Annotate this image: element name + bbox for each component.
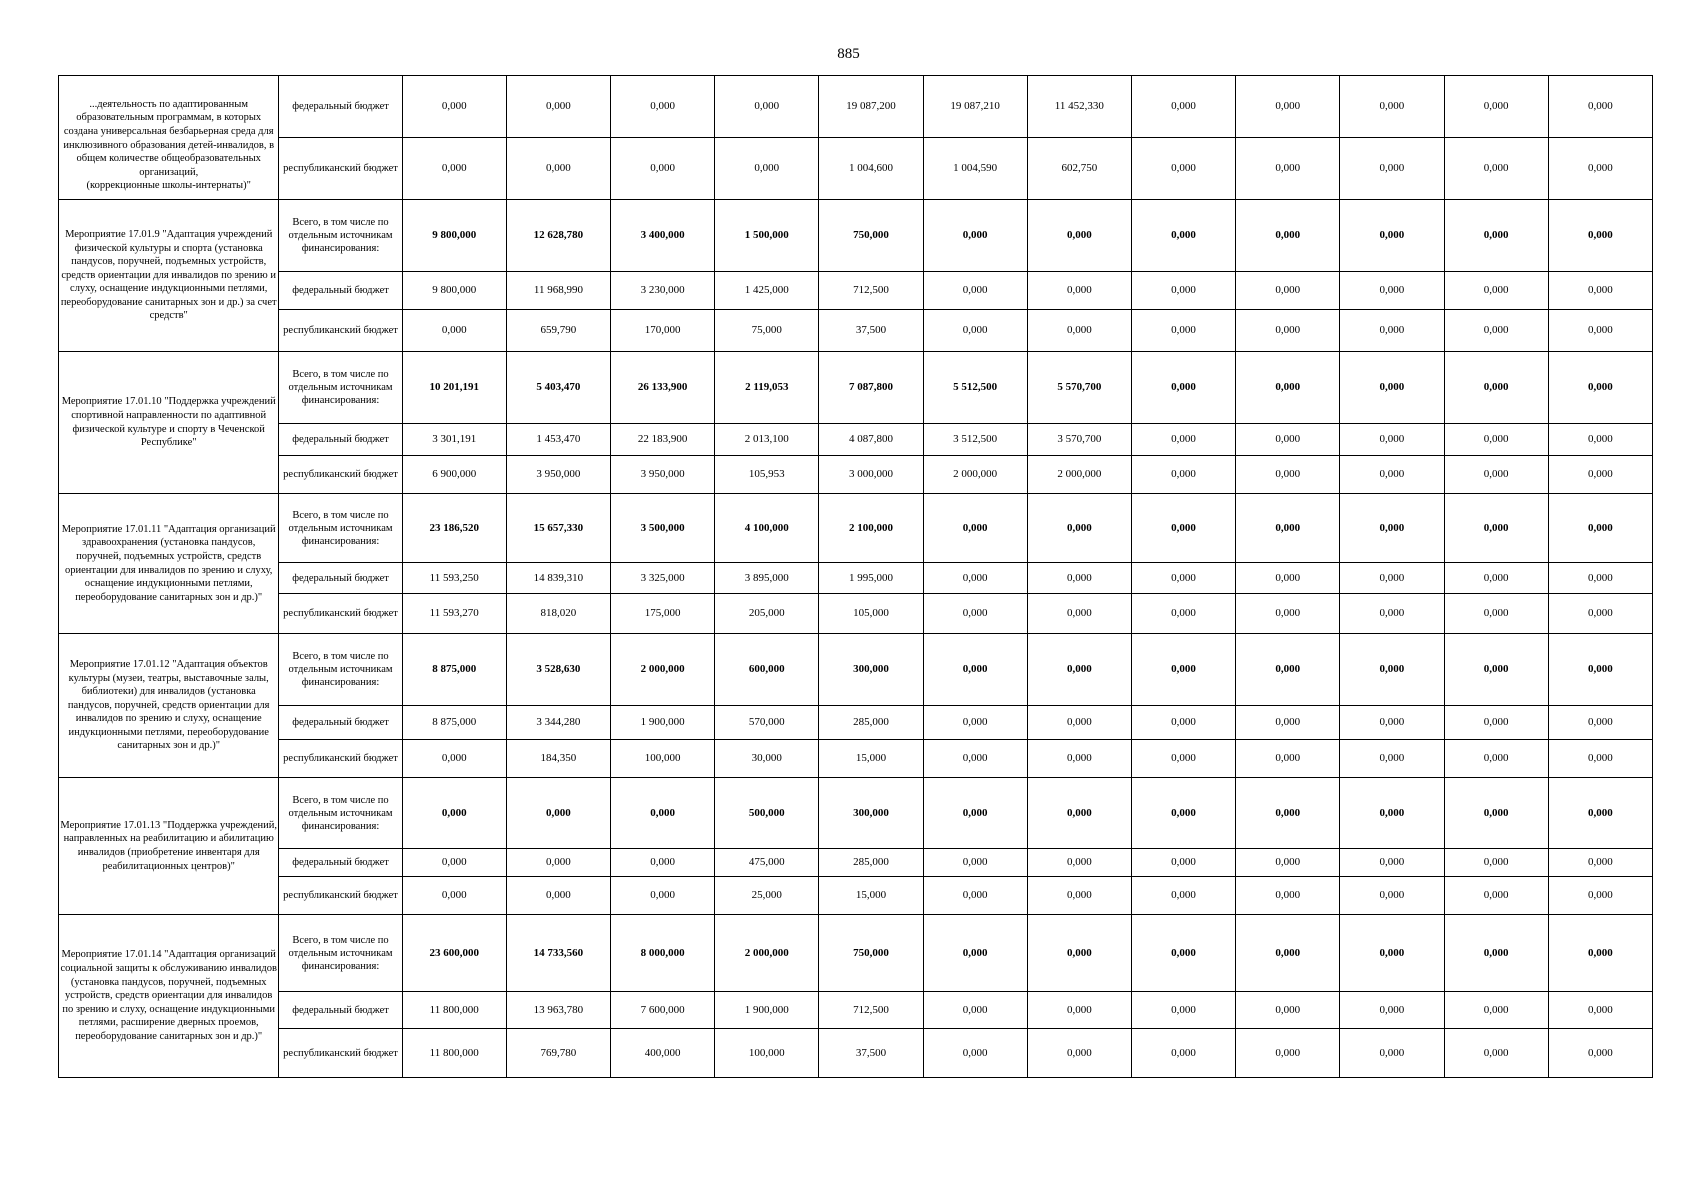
amount-cell: 3 950,000 [611,456,715,494]
total-row [59,915,1653,992]
amount-cell: 2 100,000 [819,494,923,563]
amount-cell: 0,000 [1236,352,1340,424]
funding-source: Всего, в том числе по отдельным источникам финансирования: [279,915,402,992]
amount-cell: 5 512,500 [923,352,1027,424]
source-row [59,272,1653,310]
amount-cell: 0,000 [1444,563,1548,594]
funding-source: республиканский бюджет [279,877,402,915]
amount-cell: 0,000 [1340,352,1444,424]
funding-source: федеральный бюджет [279,563,402,594]
amount-cell: 0,000 [1340,424,1444,456]
amount-cell: 0,000 [1131,1029,1235,1078]
amount-cell: 0,000 [1444,424,1548,456]
amount-cell: 0,000 [1131,272,1235,310]
amount-cell: 0,000 [1444,706,1548,740]
amount-cell: 285,000 [819,706,923,740]
amount-cell: 0,000 [1548,849,1652,877]
source-row [59,1029,1653,1078]
amount-cell: 0,000 [1444,200,1548,272]
amount-cell: 105,953 [715,456,819,494]
amount-cell: 3 895,000 [715,563,819,594]
amount-cell: 3 512,500 [923,424,1027,456]
amount-cell: 0,000 [1131,200,1235,272]
amount-cell: 0,000 [1027,849,1131,877]
amount-cell: 0,000 [1236,594,1340,634]
amount-cell: 23 600,000 [402,915,506,992]
amount-cell: 11 593,250 [402,563,506,594]
amount-cell: 475,000 [715,849,819,877]
funding-source: республиканский бюджет [279,310,402,352]
amount-cell: 0,000 [1131,849,1235,877]
amount-cell: 0,000 [611,849,715,877]
amount-cell: 0,000 [1340,272,1444,310]
amount-cell: 0,000 [1548,740,1652,778]
source-row [59,310,1653,352]
amount-cell: 0,000 [1340,877,1444,915]
page-number: 885 [837,46,860,62]
amount-cell: 0,000 [923,563,1027,594]
amount-cell: 570,000 [715,706,819,740]
amount-cell: 0,000 [506,76,610,138]
amount-cell: 0,000 [1444,915,1548,992]
funding-source: республиканский бюджет [279,1029,402,1078]
amount-cell: 750,000 [819,915,923,992]
amount-cell: 0,000 [611,877,715,915]
amount-cell: 0,000 [1027,494,1131,563]
source-row [59,877,1653,915]
amount-cell: 3 400,000 [611,200,715,272]
amount-cell: 14 839,310 [506,563,610,594]
amount-cell: 11 968,990 [506,272,610,310]
amount-cell: 0,000 [1444,352,1548,424]
measure-title: Мероприятие 17.01.14 "Адаптация организаций социальной защиты к обслуживанию инвалидов (установка пандусов, поручней, подъемных устройств, средств ориентации для инвалидов по зрению и слуху, оснащение индукционными петлями, расширение дверных проемов, переоборудование санитарных зон и др.)" [59,915,279,1078]
amount-cell: 602,750 [1027,138,1131,200]
amount-cell: 0,000 [715,76,819,138]
amount-cell: 8 000,000 [611,915,715,992]
amount-cell: 0,000 [1131,915,1235,992]
amount-cell: 2 013,100 [715,424,819,456]
funding-source: федеральный бюджет [279,849,402,877]
amount-cell: 0,000 [1548,456,1652,494]
amount-cell: 0,000 [1236,200,1340,272]
amount-cell: 0,000 [1548,563,1652,594]
amount-cell: 0,000 [1548,1029,1652,1078]
amount-cell: 0,000 [1131,706,1235,740]
measure-title: Мероприятие 17.01.11 "Адаптация организаций здравоохранения (установка пандусов, поручней, подъемных устройств, средств ориентации для инвалидов по зрению и слуху, оснащение индукционными петлями, переоборудование санитарных зон и др.)" [59,494,279,634]
amount-cell: 0,000 [1027,915,1131,992]
amount-cell: 0,000 [1340,76,1444,138]
amount-cell: 0,000 [506,877,610,915]
amount-cell: 23 186,520 [402,494,506,563]
amount-cell: 2 000,000 [923,456,1027,494]
table-body [59,76,1653,1078]
amount-cell: 10 201,191 [402,352,506,424]
amount-cell: 8 875,000 [402,706,506,740]
amount-cell: 300,000 [819,778,923,849]
amount-cell: 205,000 [715,594,819,634]
amount-cell: 600,000 [715,634,819,706]
funding-source: федеральный бюджет [279,992,402,1029]
amount-cell: 0,000 [1548,915,1652,992]
amount-cell: 7 087,800 [819,352,923,424]
amount-cell: 0,000 [923,849,1027,877]
amount-cell: 3 570,700 [1027,424,1131,456]
amount-cell: 100,000 [715,1029,819,1078]
amount-cell: 0,000 [1340,456,1444,494]
amount-cell: 22 183,900 [611,424,715,456]
amount-cell: 105,000 [819,594,923,634]
funding-source: Всего, в том числе по отдельным источникам финансирования: [279,778,402,849]
amount-cell: 0,000 [1131,424,1235,456]
measure-title: Мероприятие 17.01.10 "Поддержка учреждений спортивной направленности по адаптивной физической культуре и спорту в Чеченской Республике" [59,352,279,494]
amount-cell: 7 600,000 [611,992,715,1029]
total-row [59,352,1653,424]
amount-cell: 285,000 [819,849,923,877]
amount-cell: 8 875,000 [402,634,506,706]
amount-cell: 0,000 [1548,992,1652,1029]
amount-cell: 19 087,200 [819,76,923,138]
amount-cell: 0,000 [1444,1029,1548,1078]
amount-cell: 0,000 [923,877,1027,915]
amount-cell: 0,000 [923,740,1027,778]
source-row [59,76,1653,138]
amount-cell: 26 133,900 [611,352,715,424]
amount-cell: 2 000,000 [715,915,819,992]
amount-cell: 75,000 [715,310,819,352]
amount-cell: 12 628,780 [506,200,610,272]
amount-cell: 0,000 [1548,272,1652,310]
amount-cell: 11 593,270 [402,594,506,634]
amount-cell: 0,000 [1340,200,1444,272]
amount-cell: 3 301,191 [402,424,506,456]
measure-title: ...деятельность по адаптированным образовательным программам, в которых создана универсальная безбарьерная среда для инклюзивного образования детей-инвалидов, в общем количестве общеобразовательных организаций, (коррекционные школы-интернаты)" [59,76,279,200]
amount-cell: 3 344,280 [506,706,610,740]
amount-cell: 30,000 [715,740,819,778]
amount-cell: 0,000 [1027,563,1131,594]
amount-cell: 25,000 [715,877,819,915]
amount-cell: 0,000 [1548,76,1652,138]
amount-cell: 4 087,800 [819,424,923,456]
amount-cell: 0,000 [611,778,715,849]
source-row [59,563,1653,594]
amount-cell: 0,000 [1131,563,1235,594]
amount-cell: 0,000 [923,706,1027,740]
amount-cell: 0,000 [1236,424,1340,456]
amount-cell: 0,000 [715,138,819,200]
amount-cell: 15 657,330 [506,494,610,563]
funding-table [58,75,1653,1078]
funding-source: Всего, в том числе по отдельным источникам финансирования: [279,200,402,272]
amount-cell: 0,000 [1548,200,1652,272]
amount-cell: 184,350 [506,740,610,778]
amount-cell: 0,000 [1236,138,1340,200]
amount-cell: 15,000 [819,740,923,778]
amount-cell: 0,000 [1236,915,1340,992]
amount-cell: 1 995,000 [819,563,923,594]
amount-cell: 0,000 [402,778,506,849]
source-row [59,456,1653,494]
amount-cell: 0,000 [1236,456,1340,494]
amount-cell: 0,000 [1444,877,1548,915]
amount-cell: 750,000 [819,200,923,272]
amount-cell: 0,000 [1444,310,1548,352]
amount-cell: 0,000 [402,310,506,352]
funding-source: республиканский бюджет [279,594,402,634]
amount-cell: 0,000 [402,138,506,200]
amount-cell: 0,000 [402,76,506,138]
amount-cell: 0,000 [506,778,610,849]
measure-title: Мероприятие 17.01.9 "Адаптация учреждений физической культуры и спорта (установка пандусов, поручней, подъемных устройств, средств ориентации для инвалидов по зрению и слуху, оснащение индукционными петлями, переоборудование санитарных зон и др.) за счет средств" [59,200,279,352]
amount-cell: 6 900,000 [402,456,506,494]
amount-cell: 0,000 [923,778,1027,849]
amount-cell: 0,000 [1444,849,1548,877]
amount-cell: 1 004,600 [819,138,923,200]
amount-cell: 11 452,330 [1027,76,1131,138]
amount-cell: 0,000 [1236,706,1340,740]
source-row [59,849,1653,877]
amount-cell: 0,000 [1027,1029,1131,1078]
amount-cell: 3 325,000 [611,563,715,594]
amount-cell: 0,000 [1027,594,1131,634]
amount-cell: 712,500 [819,992,923,1029]
amount-cell: 659,790 [506,310,610,352]
amount-cell: 0,000 [1444,778,1548,849]
amount-cell: 0,000 [1236,310,1340,352]
total-row [59,200,1653,272]
amount-cell: 0,000 [1340,494,1444,563]
amount-cell: 0,000 [1131,778,1235,849]
total-row [59,494,1653,563]
amount-cell: 0,000 [1548,594,1652,634]
amount-cell: 2 000,000 [1027,456,1131,494]
amount-cell: 0,000 [1548,706,1652,740]
amount-cell: 0,000 [402,877,506,915]
amount-cell: 0,000 [1131,594,1235,634]
amount-cell: 0,000 [1027,778,1131,849]
funding-source: республиканский бюджет [279,138,402,200]
amount-cell: 0,000 [1027,634,1131,706]
amount-cell: 0,000 [1236,272,1340,310]
amount-cell: 0,000 [923,494,1027,563]
amount-cell: 0,000 [1444,456,1548,494]
total-row [59,778,1653,849]
amount-cell: 5 570,700 [1027,352,1131,424]
amount-cell: 0,000 [1340,563,1444,594]
amount-cell: 0,000 [1236,634,1340,706]
amount-cell: 1 500,000 [715,200,819,272]
source-row [59,424,1653,456]
funding-source: федеральный бюджет [279,424,402,456]
amount-cell: 37,500 [819,1029,923,1078]
amount-cell: 0,000 [1131,310,1235,352]
amount-cell: 0,000 [1444,272,1548,310]
amount-cell: 0,000 [923,634,1027,706]
source-row [59,992,1653,1029]
amount-cell: 0,000 [1340,849,1444,877]
amount-cell: 0,000 [1548,494,1652,563]
amount-cell: 300,000 [819,634,923,706]
amount-cell: 1 453,470 [506,424,610,456]
amount-cell: 0,000 [1444,740,1548,778]
amount-cell: 175,000 [611,594,715,634]
source-row [59,594,1653,634]
funding-source: федеральный бюджет [279,76,402,138]
amount-cell: 2 000,000 [611,634,715,706]
amount-cell: 9 800,000 [402,272,506,310]
amount-cell: 0,000 [1236,1029,1340,1078]
amount-cell: 0,000 [1340,706,1444,740]
amount-cell: 3 528,630 [506,634,610,706]
amount-cell: 0,000 [1444,76,1548,138]
total-row [59,634,1653,706]
funding-source: Всего, в том числе по отдельным источникам финансирования: [279,634,402,706]
amount-cell: 0,000 [1027,706,1131,740]
source-row [59,740,1653,778]
amount-cell: 19 087,210 [923,76,1027,138]
amount-cell: 0,000 [506,138,610,200]
funding-source: федеральный бюджет [279,272,402,310]
amount-cell: 1 900,000 [611,706,715,740]
amount-cell: 0,000 [1236,992,1340,1029]
amount-cell: 3 000,000 [819,456,923,494]
amount-cell: 1 425,000 [715,272,819,310]
amount-cell: 100,000 [611,740,715,778]
amount-cell: 0,000 [1548,310,1652,352]
amount-cell: 0,000 [1548,634,1652,706]
amount-cell: 0,000 [1340,138,1444,200]
amount-cell: 0,000 [1444,494,1548,563]
amount-cell: 0,000 [1340,634,1444,706]
amount-cell: 0,000 [402,849,506,877]
amount-cell: 0,000 [923,272,1027,310]
amount-cell: 0,000 [1444,138,1548,200]
funding-source: республиканский бюджет [279,740,402,778]
amount-cell: 0,000 [1131,494,1235,563]
amount-cell: 0,000 [1131,740,1235,778]
amount-cell: 0,000 [1340,1029,1444,1078]
amount-cell: 0,000 [1027,992,1131,1029]
amount-cell: 0,000 [1131,456,1235,494]
amount-cell: 0,000 [923,594,1027,634]
amount-cell: 13 963,780 [506,992,610,1029]
amount-cell: 0,000 [1340,992,1444,1029]
amount-cell: 14 733,560 [506,915,610,992]
amount-cell: 11 800,000 [402,1029,506,1078]
funding-source: Всего, в том числе по отдельным источникам финансирования: [279,352,402,424]
amount-cell: 3 230,000 [611,272,715,310]
amount-cell: 0,000 [1027,310,1131,352]
amount-cell: 0,000 [1444,594,1548,634]
measure-title: Мероприятие 17.01.13 "Поддержка учреждений, направленных на реабилитацию и абилитацию инвалидов (приобретение инвентаря для реабилитационных центров)" [59,778,279,915]
amount-cell: 0,000 [1444,992,1548,1029]
measure-title: Мероприятие 17.01.12 "Адаптация объектов культуры (музеи, театры, выставочные залы, библиотеки) для инвалидов (установка пандусов, поручней, средств ориентации для инвалидов по зрению и слуху, оснащение индукционными петлями, переоборудование санитарных зон и др.)" [59,634,279,778]
amount-cell: 0,000 [611,138,715,200]
amount-cell: 0,000 [923,992,1027,1029]
amount-cell: 37,500 [819,310,923,352]
amount-cell: 1 900,000 [715,992,819,1029]
amount-cell: 0,000 [923,200,1027,272]
amount-cell: 0,000 [1548,424,1652,456]
amount-cell: 0,000 [1236,740,1340,778]
amount-cell: 0,000 [1236,563,1340,594]
amount-cell: 0,000 [1236,849,1340,877]
amount-cell: 0,000 [923,310,1027,352]
amount-cell: 9 800,000 [402,200,506,272]
amount-cell: 0,000 [923,1029,1027,1078]
amount-cell: 500,000 [715,778,819,849]
amount-cell: 0,000 [1236,877,1340,915]
amount-cell: 818,020 [506,594,610,634]
funding-source: федеральный бюджет [279,706,402,740]
amount-cell: 3 950,000 [506,456,610,494]
amount-cell: 0,000 [1444,634,1548,706]
amount-cell: 400,000 [611,1029,715,1078]
amount-cell: 1 004,590 [923,138,1027,200]
amount-cell: 0,000 [1548,877,1652,915]
amount-cell: 0,000 [1340,594,1444,634]
amount-cell: 2 119,053 [715,352,819,424]
amount-cell: 0,000 [1236,494,1340,563]
amount-cell: 0,000 [402,740,506,778]
amount-cell: 0,000 [1236,778,1340,849]
amount-cell: 0,000 [1131,992,1235,1029]
amount-cell: 0,000 [1027,877,1131,915]
amount-cell: 15,000 [819,877,923,915]
funding-source: Всего, в том числе по отдельным источникам финансирования: [279,494,402,563]
amount-cell: 0,000 [1548,352,1652,424]
amount-cell: 11 800,000 [402,992,506,1029]
amount-cell: 769,780 [506,1029,610,1078]
amount-cell: 0,000 [923,915,1027,992]
amount-cell: 0,000 [1340,915,1444,992]
amount-cell: 0,000 [1236,76,1340,138]
amount-cell: 0,000 [1131,877,1235,915]
amount-cell: 0,000 [1548,778,1652,849]
amount-cell: 4 100,000 [715,494,819,563]
amount-cell: 0,000 [1131,76,1235,138]
amount-cell: 0,000 [506,849,610,877]
amount-cell: 0,000 [1027,272,1131,310]
source-row [59,138,1653,200]
amount-cell: 5 403,470 [506,352,610,424]
amount-cell: 170,000 [611,310,715,352]
amount-cell: 712,500 [819,272,923,310]
amount-cell: 0,000 [1340,778,1444,849]
amount-cell: 0,000 [1548,138,1652,200]
amount-cell: 0,000 [611,76,715,138]
amount-cell: 0,000 [1131,138,1235,200]
amount-cell: 0,000 [1340,740,1444,778]
amount-cell: 0,000 [1131,352,1235,424]
amount-cell: 0,000 [1027,740,1131,778]
amount-cell: 0,000 [1340,310,1444,352]
amount-cell: 0,000 [1027,200,1131,272]
source-row [59,706,1653,740]
amount-cell: 3 500,000 [611,494,715,563]
amount-cell: 0,000 [1131,634,1235,706]
funding-source: республиканский бюджет [279,456,402,494]
